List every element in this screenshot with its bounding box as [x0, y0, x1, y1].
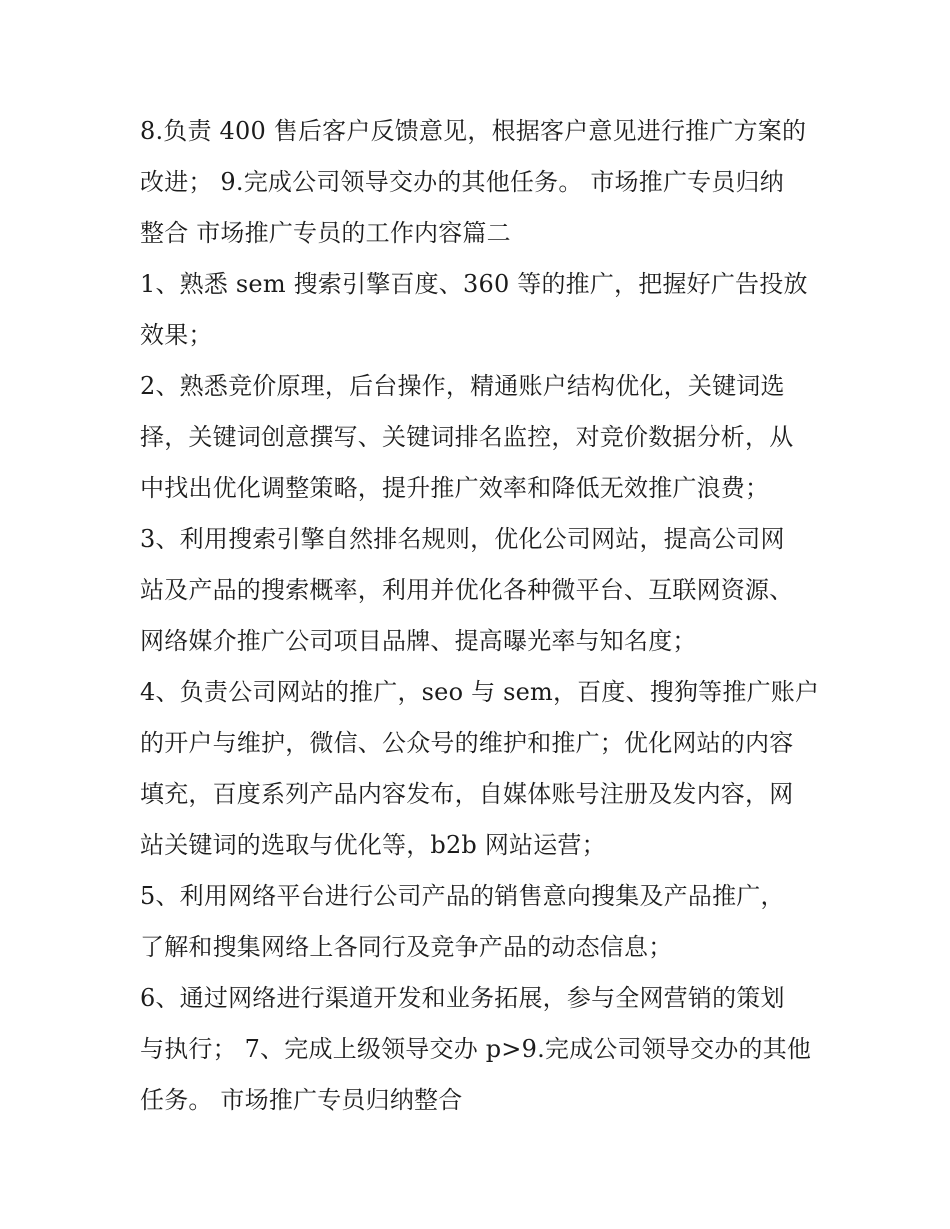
text-line: 站及产品的搜索概率，利用并优化各种微平台、互联网资源、: [140, 576, 794, 604]
text-line: 整合 市场推广专员的工作内容篇二: [140, 219, 511, 247]
text-line: 了解和搜集网络上各同行及竞争产品的动态信息；: [140, 933, 673, 961]
text-line: 4、负责公司网站的推广，seo 与 sem，百度、搜狗等推广账户: [140, 678, 820, 706]
text-line: 站关键词的选取与优化等，b2b 网站运营；: [140, 831, 606, 859]
document-body: [140, 106, 820, 1126]
text-line: 改进； 9.完成公司领导交办的其他任务。 市场推广专员归纳: [140, 168, 784, 196]
text-line: 网络媒介推广公司项目品牌、提高曝光率与知名度；: [140, 627, 697, 655]
text-line: 6、通过网络进行渠道开发和业务拓展，参与全网营销的策划: [140, 984, 785, 1012]
text-line: 5、利用网络平台进行公司产品的销售意向搜集及产品推广，: [140, 882, 785, 910]
text-line: 中找出优化调整策略，提升推广效率和降低无效推广浪费；: [140, 474, 770, 502]
text-line: 1、熟悉 sem 搜索引擎百度、360 等的推广，把握好广告投放: [140, 270, 808, 298]
text-line: 择，关键词创意撰写、关键词排名监控，对竞价数据分析，从: [140, 423, 794, 451]
text-line: 填充，百度系列产品内容发布，自媒体账号注册及发内容，网: [140, 780, 794, 808]
text-line: 8.负责 400 售后客户反馈意见，根据客户意见进行推广方案的: [140, 117, 807, 145]
text-line: 效果；: [140, 321, 213, 349]
text-line: 的开户与维护，微信、公众号的维护和推广；优化网站的内容: [140, 729, 794, 757]
text-line: 任务。 市场推广专员归纳整合: [140, 1086, 463, 1114]
text-line: 3、利用搜索引擎自然排名规则，优化公司网站，提高公司网: [140, 525, 785, 553]
text-line: 2、熟悉竞价原理，后台操作，精通账户结构优化，关键词选: [140, 372, 785, 400]
text-line: 与执行； 7、完成上级领导交办 p>9.完成公司领导交办的其他: [140, 1035, 812, 1063]
